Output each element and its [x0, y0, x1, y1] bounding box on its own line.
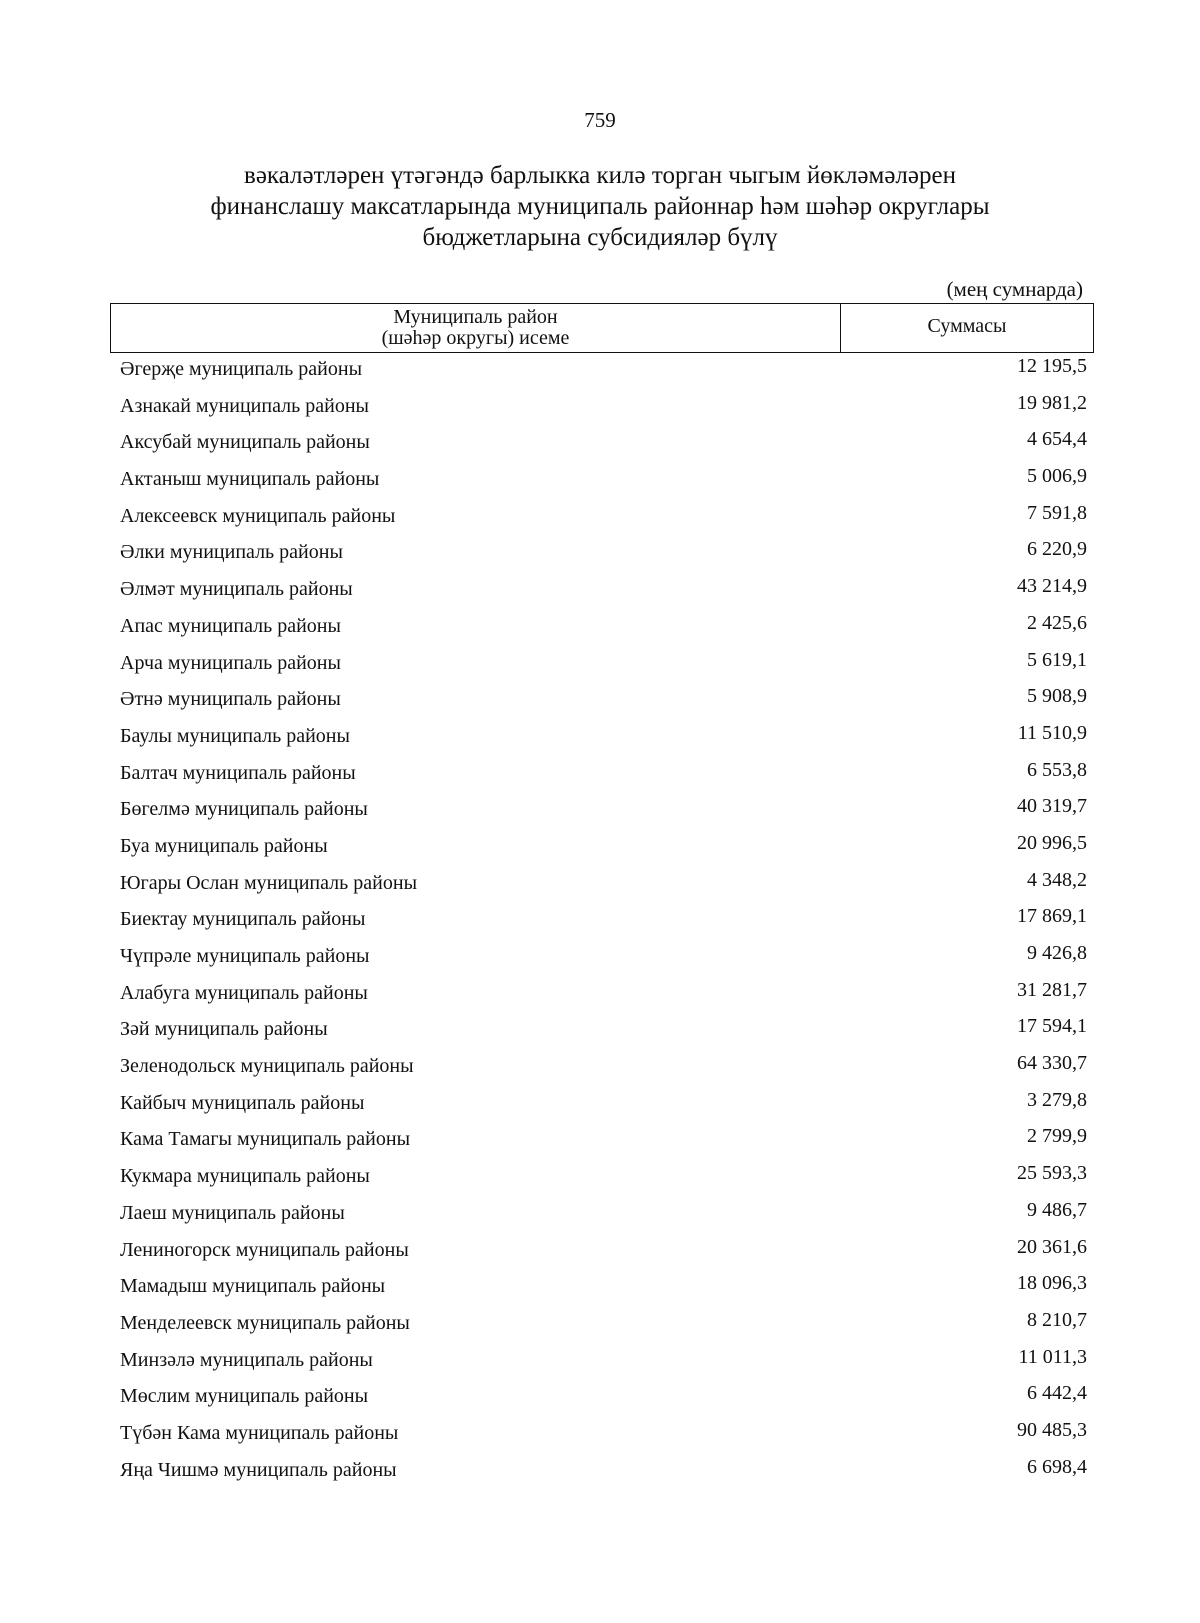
units-note: (мең сумнарда): [946, 277, 1083, 301]
header-name-line-2: (шәһәр округы) исеме: [381, 327, 570, 349]
row-value: 20 996,5: [1017, 831, 1087, 854]
row-name: Мамадыш муниципаль районы: [120, 1275, 386, 1298]
row-value: 31 281,7: [1017, 978, 1087, 1001]
row-name: Әлки муниципаль районы: [120, 541, 343, 564]
row-name: Апас муниципаль районы: [120, 614, 341, 637]
row-name: Мөслим муниципаль районы: [120, 1385, 369, 1408]
row-value: 2 799,9: [1027, 1125, 1087, 1148]
row-name: Актаныш муниципаль районы: [120, 468, 380, 491]
header-name-line-1: Муниципаль район: [393, 306, 558, 328]
title-line-1: вәкаләтләрен үтәгәндә барлыкка килә торган чыгым йөкләмәләрен: [244, 162, 956, 189]
table-row: [0, 1015, 1200, 1052]
row-value: 5 619,1: [1027, 648, 1087, 671]
table-row: [0, 1419, 1200, 1456]
table-row: [0, 649, 1200, 686]
row-name: Арча муниципаль районы: [120, 651, 341, 674]
table-row: [0, 905, 1200, 942]
header-sum-cell: Суммасы: [927, 315, 1007, 337]
row-value: 6 698,4: [1027, 1455, 1087, 1478]
row-name: Алабуга муниципаль районы: [120, 981, 368, 1004]
row-value: 40 319,7: [1017, 795, 1087, 818]
table-row: [0, 1125, 1200, 1162]
table-row: [0, 538, 1200, 575]
table-row: [0, 979, 1200, 1016]
document-title: [100, 160, 1100, 253]
row-name: Югары Ослан муниципаль районы: [120, 871, 418, 894]
row-name: Азнакай муниципаль районы: [120, 394, 369, 417]
row-value: 6 220,9: [1027, 538, 1087, 561]
row-name: Биектау муниципаль районы: [120, 908, 366, 931]
row-name: Менделеевск муниципаль районы: [120, 1311, 410, 1334]
row-value: 6 442,4: [1027, 1382, 1087, 1405]
row-name: Бөгелмә муниципаль районы: [120, 798, 368, 821]
row-value: 19 981,2: [1017, 391, 1087, 414]
table-row: [0, 502, 1200, 539]
title-line-3: бюджетларына субсидияләр бүлү: [422, 224, 778, 251]
row-name: Әлмәт муниципаль районы: [120, 578, 353, 601]
row-value: 4 654,4: [1027, 428, 1087, 451]
table-row: [0, 1199, 1200, 1236]
table-row: [0, 1236, 1200, 1273]
table-row: [0, 869, 1200, 906]
row-value: 25 593,3: [1017, 1162, 1087, 1185]
header-name-cell: [111, 304, 841, 352]
row-value: 11 011,3: [1018, 1345, 1087, 1368]
table-row: [0, 1346, 1200, 1383]
table-row: [0, 1089, 1200, 1126]
row-name: Кукмара муниципаль районы: [120, 1165, 370, 1188]
row-value: 5 006,9: [1027, 465, 1087, 488]
row-value: 5 908,9: [1027, 685, 1087, 708]
row-value: 4 348,2: [1027, 868, 1087, 891]
table-row: [0, 355, 1200, 392]
row-name: Лаеш муниципаль районы: [120, 1201, 345, 1224]
row-value: 90 485,3: [1017, 1418, 1087, 1441]
table-row: [0, 942, 1200, 979]
row-name: Яңа Чишмә муниципаль районы: [120, 1458, 397, 1481]
table-row: [0, 832, 1200, 869]
table-row: [0, 685, 1200, 722]
table-row: [0, 759, 1200, 796]
row-name: Түбән Кама муниципаль районы: [120, 1421, 399, 1444]
row-value: 43 214,9: [1017, 575, 1087, 598]
row-name: Кайбыч муниципаль районы: [120, 1091, 365, 1114]
row-value: 7 591,8: [1027, 501, 1087, 524]
row-value: 18 096,3: [1017, 1272, 1087, 1295]
row-name: Буа муниципаль районы: [120, 834, 328, 857]
table-row: [0, 1456, 1200, 1493]
row-name: Баулы муниципаль районы: [120, 724, 350, 747]
row-name: Балтач муниципаль районы: [120, 761, 356, 784]
table-row: [0, 1052, 1200, 1089]
row-name: Зәй муниципаль районы: [120, 1018, 328, 1041]
table-row: [0, 612, 1200, 649]
row-name: Кама Тамагы муниципаль районы: [120, 1128, 411, 1151]
row-value: 9 426,8: [1027, 942, 1087, 964]
table-row: [0, 428, 1200, 465]
row-value: 17 869,1: [1017, 905, 1087, 928]
table-row: [0, 1272, 1200, 1309]
table-row: [0, 1382, 1200, 1419]
row-value: 12 195,5: [1017, 355, 1087, 377]
row-name: Әтнә муниципаль районы: [120, 688, 341, 711]
row-value: 3 279,8: [1027, 1088, 1087, 1111]
table-body: [0, 355, 1200, 1492]
table-row: [0, 722, 1200, 759]
row-value: 6 553,8: [1027, 758, 1087, 781]
table-row: [0, 465, 1200, 502]
row-name: Әгерҗе муниципаль районы: [120, 358, 363, 380]
row-value: 64 330,7: [1017, 1052, 1087, 1075]
title-line-2: финанслашу максатларында муниципаль районнар һәм шәһәр округлары: [210, 193, 990, 220]
row-value: 8 210,7: [1027, 1308, 1087, 1331]
table-row: [0, 392, 1200, 429]
row-value: 9 486,7: [1027, 1198, 1087, 1221]
row-name: Алексеевск муниципаль районы: [120, 504, 396, 527]
page-number: 759: [584, 108, 616, 132]
table-header: [110, 303, 1094, 353]
row-value: 11 510,9: [1017, 721, 1087, 744]
row-name: Лениногорск муниципаль районы: [120, 1238, 409, 1261]
row-value: 17 594,1: [1017, 1015, 1087, 1038]
row-name: Аксубай муниципаль районы: [120, 431, 370, 454]
table-row: [0, 1162, 1200, 1199]
table-row: [0, 795, 1200, 832]
row-name: Минзәлә муниципаль районы: [120, 1348, 373, 1371]
row-name: Зеленодольск муниципаль районы: [120, 1055, 414, 1078]
table-row: [0, 1309, 1200, 1346]
row-value: 2 425,6: [1027, 611, 1087, 634]
table-row: [0, 575, 1200, 612]
row-value: 20 361,6: [1017, 1235, 1087, 1258]
row-name: Чүпрәле муниципаль районы: [120, 945, 370, 967]
